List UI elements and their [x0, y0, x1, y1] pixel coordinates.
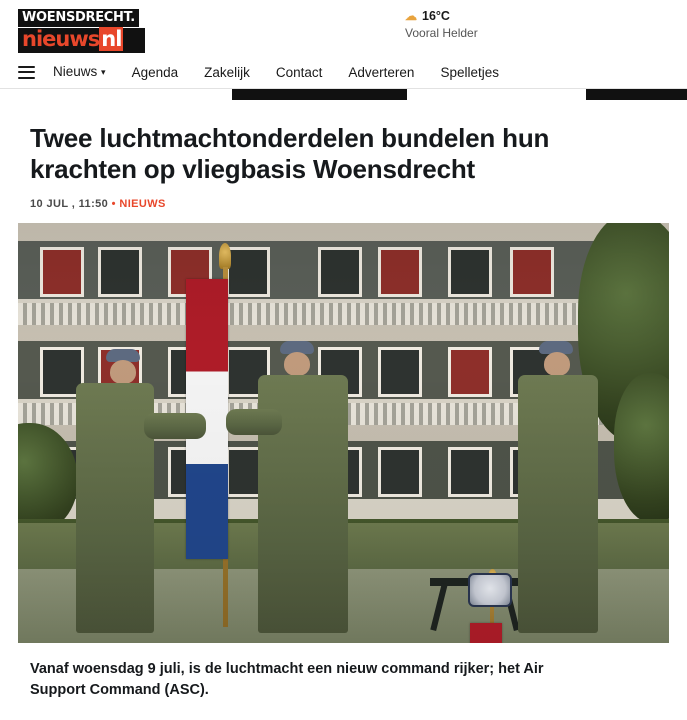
meta-separator: • [111, 198, 116, 210]
nav-item-zakelijk[interactable]: Zakelijk [204, 64, 250, 80]
logo-word: nieuws [22, 27, 100, 51]
article-image-container [0, 223, 687, 643]
soldier-head [544, 352, 570, 376]
nav-item-nieuws[interactable] [53, 55, 119, 90]
site-logo[interactable] [18, 8, 148, 51]
nav-item-spelletjes[interactable]: Spelletjes [440, 64, 499, 80]
sun-cloud-icon: ☁ [405, 9, 417, 23]
logo-main-text [18, 28, 145, 53]
building-window [226, 247, 270, 297]
building-window [378, 247, 422, 297]
building-window [448, 247, 492, 297]
soldier-left-arm [144, 413, 206, 439]
soldier-center-arm [226, 409, 282, 435]
building-window [378, 347, 422, 397]
site-header [0, 0, 687, 56]
article-meta [30, 198, 667, 210]
soldier-left [76, 383, 154, 633]
main-navigation [0, 56, 687, 89]
article-intro: Vanaf woensdag 9 juli, is de luchtmacht een nieuw command rijker; het Air Support Command (ASC). [30, 661, 544, 698]
weather-temperature: 16°C [422, 9, 450, 23]
weather-temperature-row [405, 9, 478, 23]
logo-nl-badge: nl [101, 27, 122, 51]
article-date: 10 JUL , 11:50 [30, 198, 109, 210]
soldier-head [284, 352, 310, 376]
soldier-right [518, 375, 598, 633]
hamburger-menu-icon[interactable] [18, 66, 35, 79]
page-title: Twee luchtmachtonderdelen bundelen hun krachten op vliegbasis Woensdrecht [30, 123, 550, 184]
article-photo [18, 223, 669, 643]
weather-widget[interactable] [405, 9, 478, 40]
ad-strip [0, 89, 687, 117]
nav-item-agenda[interactable]: Agenda [131, 64, 179, 80]
hamburger-line [18, 77, 35, 79]
building-window [378, 447, 422, 497]
building-railing [18, 303, 669, 325]
article-header [0, 117, 687, 210]
building-window [448, 447, 492, 497]
nav-item-label: Nieuws [53, 63, 98, 79]
logo-top-text: WOENSDRECHT. [18, 9, 139, 27]
building-window [448, 347, 492, 397]
building-window [318, 247, 362, 297]
ad-banner-left[interactable] [232, 89, 407, 100]
hamburger-line [18, 71, 35, 73]
building-window [98, 247, 142, 297]
building-window [40, 247, 84, 297]
unit-crest-icon [468, 573, 512, 607]
soldier-head [110, 360, 136, 384]
nav-item-contact[interactable]: Contact [275, 64, 323, 80]
article-category[interactable]: NIEUWS [119, 198, 166, 210]
weather-location: Vooral Helder [405, 26, 478, 40]
flag-finial-icon [219, 243, 231, 269]
nav-item-adverteren[interactable]: Adverteren [348, 64, 415, 80]
ad-banner-right[interactable] [586, 89, 687, 100]
chevron-down-icon: ▾ [101, 66, 106, 77]
building-window [510, 247, 554, 297]
small-dutch-flag [470, 623, 502, 643]
hamburger-line [18, 66, 35, 68]
